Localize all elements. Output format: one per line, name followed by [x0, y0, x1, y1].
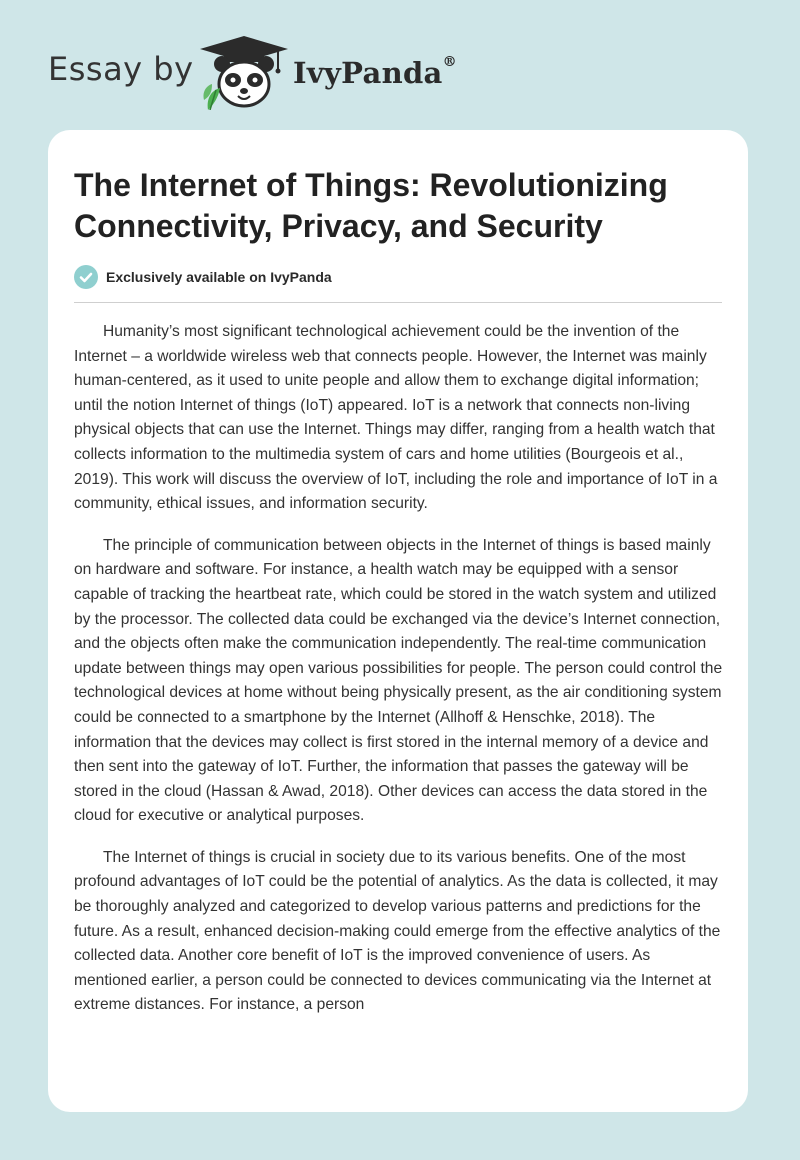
paragraph: The Internet of things is crucial in society due to its various benefits. One of the most profound advantages of IoT could be the potential of analytics. As the data is collected, it may be thoroughly analyzed and categorized to develop various patterns and predictions for the future. As a result, enhanced decision-making could emerge from the effective analytics of the collected data. Another core benefit of IoT is the improved convenience of users. As mentioned earlier, a person could be connected to devices communicating via the Internet at extreme distances. For instance, a person — [74, 848, 721, 1014]
brand-name[interactable] — [293, 56, 457, 90]
check-icon — [74, 265, 98, 289]
exclusive-badge — [74, 264, 332, 290]
paragraph: Humanity’s most significant technological achievement could be the invention of the Internet – a worldwide wireless web that connects people. However, the Internet was mainly human-centered, as it used to unite people and allow them to exchange digital information; until the notion Internet of things (IoT) appeared. IoT is a network that connects non-living physical objects that can use the Internet. Things may differ, ranging from a health watch that collects information to the multimedia system of cars and home utilities (Bourgeois et al., 2019). This work will discuss the overview of IoT, including the role and importance of IoT in a community, ethical issues, and information security. — [74, 323, 718, 513]
article-body — [74, 320, 724, 1035]
divider — [74, 302, 722, 303]
article-card — [48, 130, 748, 1112]
exclusive-badge-label: Exclusively available on IvyPanda — [106, 269, 332, 285]
page-title: The Internet of Things: Revolutionizing Connectivity, Privacy, and Security — [74, 167, 668, 244]
registered-mark: ® — [442, 54, 457, 70]
paragraph: The principle of communication between objects in the Internet of things is based mainly on hardware and software. For instance, a health watch may be equipped with a sensor capable of tracking the heartbeat rate, which could be stored in the watch system and utilized by the processor. The collected data could be exchanged via the device’s Internet connection, and the objects often make the communication independently. The real-time communication update between things may open various possibilities for people. The person could control the technological devices at home without being physically present, as the air conditioning system could be connected to a smartphone by the Internet (Allhoff & Henschke, 2018). The information that the devices may collect is first stored in the internal memory of a device and then sent into the gateway of IoT. Further, the information that passes the gateway will be stored in the cloud (Hassan & Awad, 2018). Other devices can access the data stored in the cloud for executive or analytical purposes. — [74, 536, 723, 825]
site-header — [0, 0, 800, 120]
brand-name-text: IvyPanda — [293, 56, 443, 90]
panda-graduate-icon[interactable] — [198, 36, 290, 110]
essay-by-label: Essay by — [48, 50, 194, 88]
